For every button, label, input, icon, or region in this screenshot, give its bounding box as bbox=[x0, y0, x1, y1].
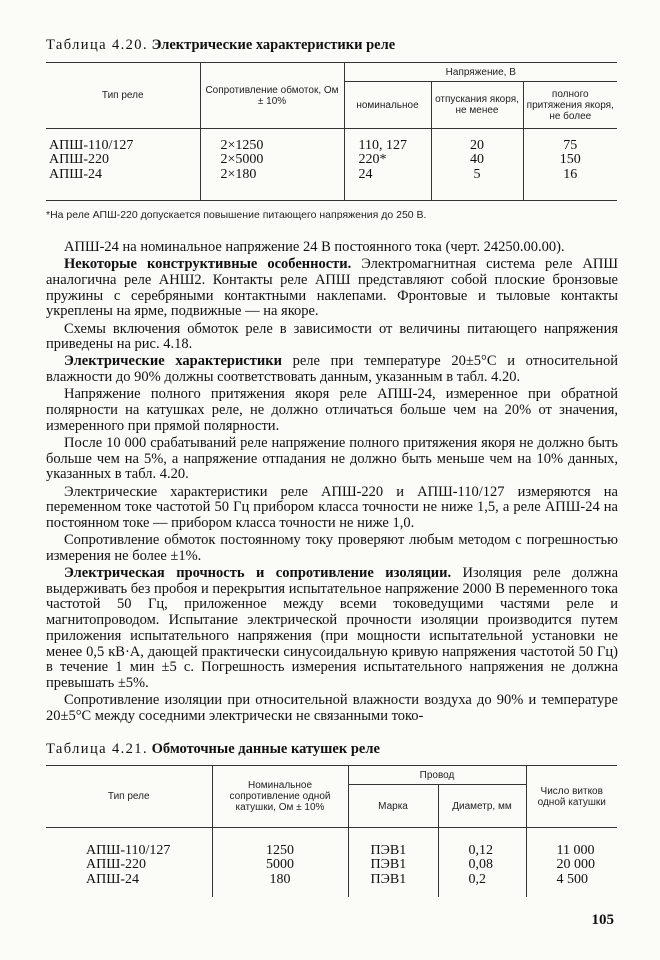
cell-release: 5 bbox=[431, 168, 523, 183]
table-4-20 bbox=[46, 62, 617, 201]
paragraph-text: Изоляция реле должна выдерживать без пробоя и перекрытия испытательное напряжение 2000 В переменного тока частотой 50 Гц, приложенное между всеми токоведущими частями реле и магнитопроводом. Испытание электрической прочности изоляции производится путем приложения испытательного напряжения (при мощности испытательной установки не менее 0,5 кВ·А, дающей практически синусоидальную кривую напряжения частотой 50 Гц) в течение 1 мин ±5 с. Погрешность измерения испытательного напряжения не должна превышать ±5%. bbox=[46, 565, 619, 691]
header-voltage: Напряжение, В bbox=[344, 63, 617, 82]
cell-resistance: 1250 bbox=[212, 844, 348, 859]
paragraph: Напряжение полного притяжения якоря реле АПШ-24, измеренное при обратной полярности на катушках реле, не должно отличаться больше чем на 20% от значения, измеренного при прямой полярности. bbox=[46, 386, 618, 434]
cell-nominal: 110, 127 bbox=[344, 139, 431, 154]
cell-type: АПШ-220 bbox=[49, 152, 110, 167]
table-row bbox=[46, 139, 617, 154]
header-nominal: номинальное bbox=[344, 82, 431, 129]
header-wire: Провод bbox=[348, 766, 526, 785]
header-type: Тип реле bbox=[46, 766, 212, 828]
cell-pull-in: 75 bbox=[523, 139, 617, 154]
cell-turns: 11 000 bbox=[526, 844, 617, 859]
paragraph-heading: Электрическая прочность и сопротивление изоляции. bbox=[64, 565, 452, 582]
cell-type: АПШ-24 bbox=[86, 871, 140, 887]
paragraph-heading: Некоторые конструктивные особенности. bbox=[64, 256, 352, 273]
paragraph bbox=[46, 257, 618, 320]
header-type: Тип реле bbox=[46, 63, 200, 129]
header-turns: Число витков одной катушки bbox=[526, 766, 617, 828]
cell-turns: 20 000 bbox=[526, 858, 617, 873]
paragraph: АПШ-24 на номинальное напряжение 24 В постоянного тока (черт. 24250.00.00). bbox=[64, 239, 565, 255]
cell-mark: ПЭВ1 bbox=[348, 873, 438, 888]
cell-resistance: 2×180 bbox=[200, 168, 344, 183]
paragraph bbox=[46, 354, 618, 385]
table-4-21-caption bbox=[46, 740, 380, 758]
table-row bbox=[46, 873, 617, 888]
cell-type: АПШ-24 bbox=[49, 166, 103, 182]
cell-mark: ПЭВ1 bbox=[348, 858, 438, 873]
cell-type: АПШ-220 bbox=[86, 857, 147, 872]
body-text bbox=[46, 240, 618, 726]
paragraph: Схемы включения обмоток реле в зависимости от величины питающего напряжения приведены на рис. 4.18. bbox=[46, 320, 618, 353]
cell-turns: 4 500 bbox=[526, 873, 617, 888]
table-row bbox=[46, 153, 617, 168]
paragraph-text: Электромагнитная система реле АПШ аналогична реле АНШ2. Контакты реле АПШ представляют собой плоские бронзовые пружины с серебряными контактными наклепами. Фронтовые и тыловые контакты укреплены на ярме, подвижные — на якоре. bbox=[46, 256, 618, 320]
cell-nominal: 24 bbox=[344, 168, 431, 183]
header-mark: Марка bbox=[348, 785, 438, 828]
cell-resistance: 2×5000 bbox=[200, 153, 344, 168]
header-resistance: Сопротивление обмоток, Ом ± 10% bbox=[200, 63, 344, 129]
table-4-21 bbox=[46, 765, 617, 897]
table-title: Обмоточные данные катушек реле bbox=[151, 741, 380, 757]
cell-diameter: 0,2 bbox=[438, 873, 526, 888]
cell-type: АПШ-110/127 bbox=[49, 137, 134, 153]
table-title: Электрические характеристики реле bbox=[151, 37, 396, 53]
header-pull-in: полного притяжения якоря, не более bbox=[523, 82, 617, 129]
cell-diameter: 0,08 bbox=[438, 858, 526, 873]
cell-mark: ПЭВ1 bbox=[348, 844, 438, 859]
paragraph: Электрические характеристики реле АПШ-220 и АПШ-110/127 измеряются на переменном токе частотой 50 Гц прибором класса точности не ниже 1,5, а реле АПШ-24 на постоянном токе — прибором класса точности не ниже 1,0. bbox=[46, 483, 618, 531]
cell-resistance: 5000 bbox=[212, 858, 348, 873]
cell-type: АПШ-110/127 bbox=[86, 842, 171, 858]
paragraph-heading: Электрические характеристики bbox=[64, 353, 282, 370]
header-release: отпускания якоря, не менее bbox=[431, 82, 523, 129]
paragraph: Сопротивление изоляции при относительной влажности воздуха до 90% и температуре 20±5°С между соседними электрически не связанными токо- bbox=[46, 692, 618, 724]
cell-diameter: 0,12 bbox=[438, 844, 526, 859]
cell-pull-in: 150 bbox=[523, 153, 617, 168]
table-label: Таблица 4.20. bbox=[46, 37, 148, 53]
table-footnote: *На реле АПШ-220 допускается повышение питающего напряжения до 250 В. bbox=[46, 209, 427, 221]
header-resistance: Номинальное сопротивление одной катушки, Ом ± 10% bbox=[212, 766, 348, 828]
cell-nominal: 220* bbox=[344, 153, 431, 168]
cell-release: 40 bbox=[431, 153, 523, 168]
cell-pull-in: 16 bbox=[523, 168, 617, 183]
paragraph: Сопротивление обмоток постоянному току проверяют любым методом с погрешностью измерения не более ±1%. bbox=[46, 532, 618, 564]
cell-release: 20 bbox=[431, 139, 523, 154]
cell-resistance: 180 bbox=[212, 873, 348, 888]
page-number: 105 bbox=[591, 912, 614, 928]
paragraph-text: реле при температуре 20±5°С и относительной влажности до 90% должны соответствовать данным, указанным в табл. 4.20. bbox=[46, 353, 618, 386]
table-label: Таблица 4.21. bbox=[46, 741, 148, 757]
header-diameter: Диаметр, мм bbox=[438, 785, 526, 828]
table-row bbox=[46, 844, 617, 859]
paragraph: После 10 000 срабатываний реле напряжение полного притяжения якоря не должно быть больше чем на 5%, а напряжение отпадания не должно быть меньше чем на 10% данных, указанных в табл. 4.20. bbox=[46, 434, 618, 483]
paragraph bbox=[46, 566, 618, 692]
cell-resistance: 2×1250 bbox=[200, 139, 344, 154]
table-4-20-caption bbox=[46, 36, 395, 54]
table-row bbox=[46, 858, 617, 873]
table-row bbox=[46, 168, 617, 183]
